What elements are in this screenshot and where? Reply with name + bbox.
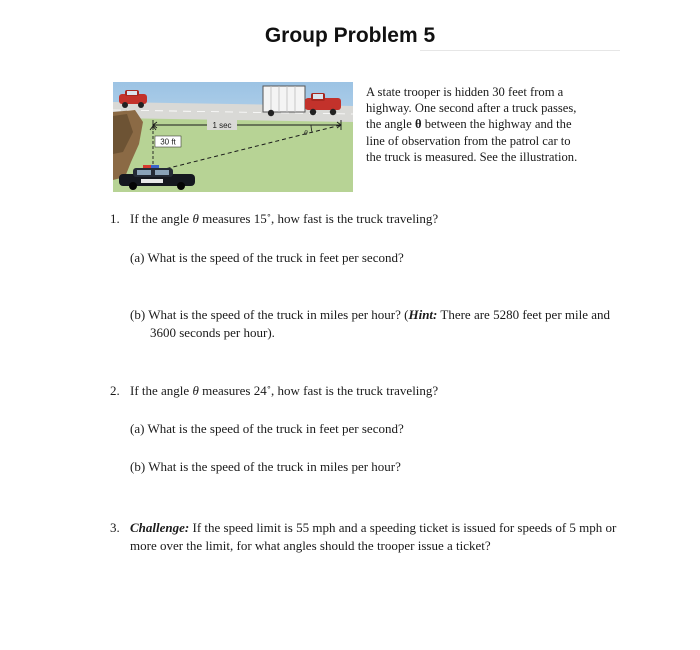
- question-1b: (b) What is the speed of the truck in miles per hour? (Hint: There are 5280 feet per mile and 3600 seconds per hour).: [130, 307, 611, 340]
- problem-intro: [366, 84, 586, 165]
- trooper-illustration: [113, 82, 353, 192]
- question-number: 3.: [110, 520, 120, 535]
- hint-label: Hint:: [408, 307, 438, 322]
- question-text: If the angle θ measures 24˚, how fast is the truck traveling?: [130, 383, 439, 398]
- theta-symbol: θ: [192, 383, 199, 398]
- page-title: Group Problem 5: [264, 24, 436, 47]
- question-3: [110, 519, 620, 555]
- intro-theta: θ: [414, 117, 422, 132]
- intro-text-start: A state trooper is hidden 30 feet from a highway. One second after a truck passes, the angle: [366, 85, 577, 132]
- time-label: 1 sec: [212, 121, 232, 130]
- angle-label: θ: [304, 128, 308, 137]
- question-text: Challenge: If the speed limit is 55 mph and a speeding ticket is issued for speeds of 5 mph or more over the limit, for what angles should the trooper issue a ticket?: [130, 520, 617, 553]
- question-number: 1.: [110, 211, 120, 226]
- question-2: [110, 382, 610, 400]
- intro-text-end: between the highway and the line of observation from the patrol car to the truck is measured. See the illustration.: [366, 117, 578, 164]
- question-number: 2.: [110, 383, 120, 398]
- question-2a: (a) What is the speed of the truck in feet per second?: [130, 421, 404, 436]
- title-divider: [420, 50, 620, 51]
- theta-symbol: θ: [192, 211, 199, 226]
- question-1a: (a) What is the speed of the truck in feet per second?: [130, 250, 404, 265]
- question-2b: (b) What is the speed of the truck in miles per hour?: [130, 459, 401, 474]
- distance-label: 30 ft: [160, 137, 176, 147]
- challenge-label: Challenge:: [130, 520, 190, 535]
- question-1: [110, 210, 610, 228]
- question-text: If the angle θ measures 15˚, how fast is the truck traveling?: [130, 211, 439, 226]
